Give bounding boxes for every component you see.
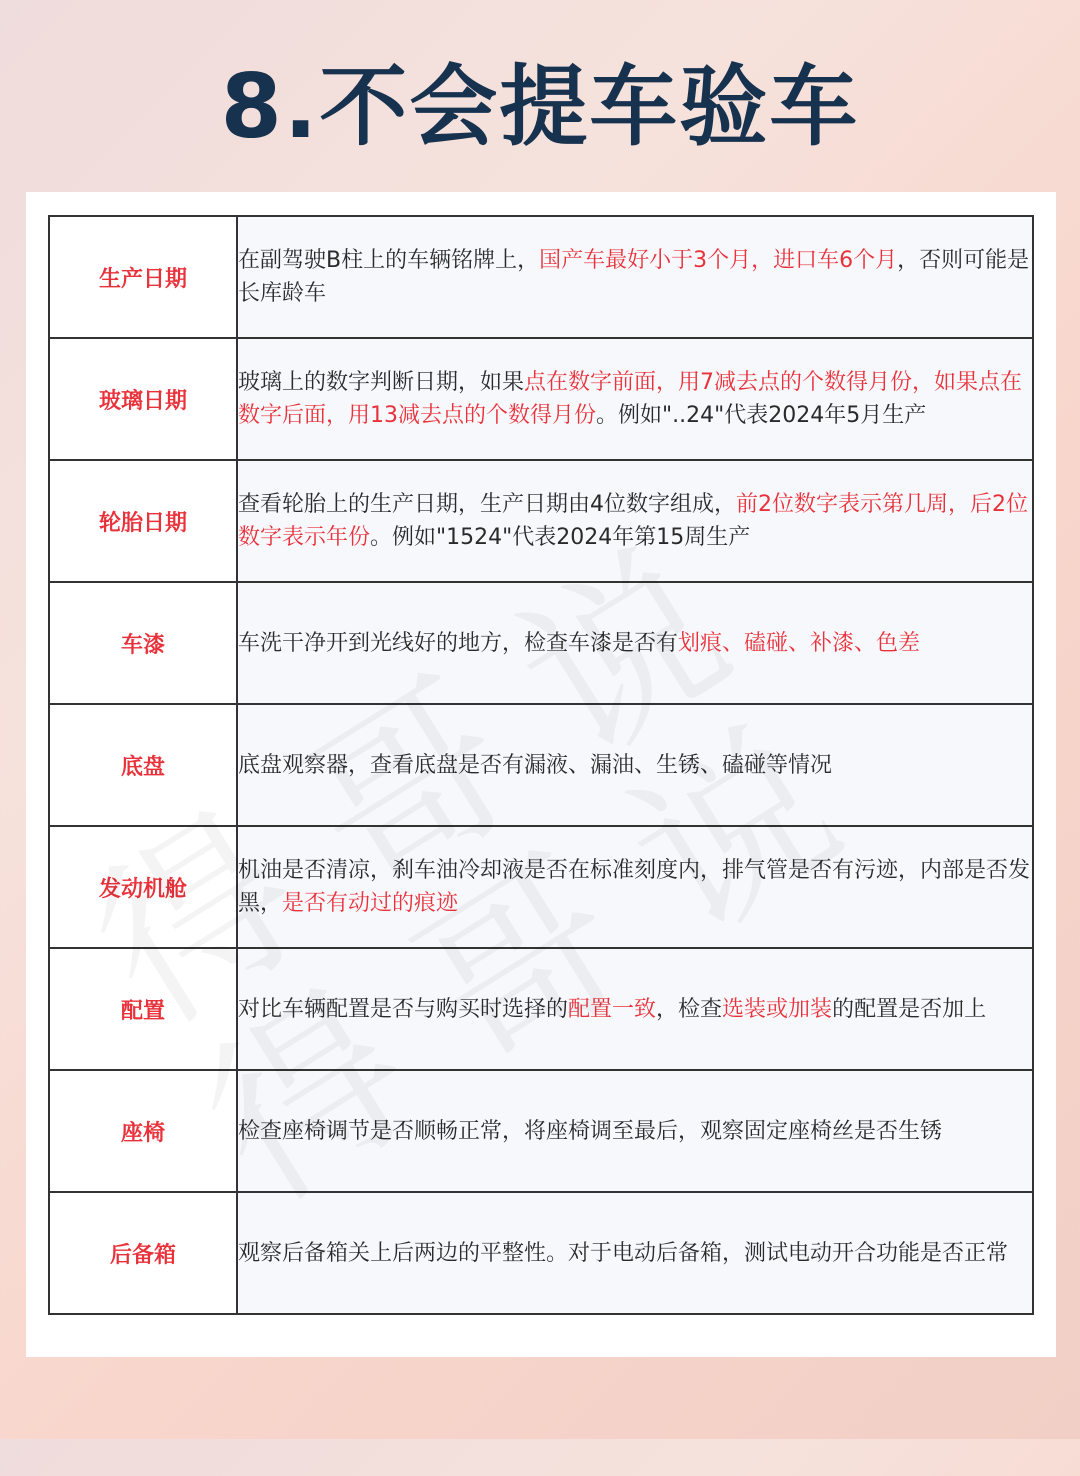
row-label: 玻璃日期 [49, 338, 237, 460]
description-text: 车洗干净开到光线好的地方，检查车漆是否有 [238, 630, 679, 656]
description-text: ，否则可能是长库龄车 [238, 248, 1030, 306]
table-row [49, 460, 1033, 582]
description-text: 。例如"..24"代表2024年5月生产 [596, 403, 927, 428]
row-description [237, 826, 1033, 948]
highlighted-text: 前2位数字表示第几周，后2位数字表示年份 [238, 492, 1028, 550]
table-row [49, 338, 1033, 460]
table-row [49, 1192, 1033, 1314]
row-label: 底盘 [49, 704, 237, 826]
table-row [49, 704, 1033, 826]
row-description [237, 216, 1033, 338]
description-text: 在副驾驶B柱上的车辆铭牌上， [238, 248, 540, 273]
highlighted-text: 点在数字前面，用7减去点的个数得月份，如果点在数字后面，用13减去点的个数得月份 [238, 370, 1023, 428]
table-row [49, 216, 1033, 338]
row-description [237, 582, 1033, 704]
row-label: 后备箱 [49, 1192, 237, 1314]
description-text: 观察后备箱关上后两边的平整性。对于电动后备箱，测试电动开合功能是否正常 [238, 1240, 1009, 1266]
description-text: ，检查 [656, 996, 723, 1022]
description-text: 的配置是否加上 [832, 996, 987, 1022]
description-text: 玻璃上的数字判断日期，如果 [238, 370, 525, 395]
row-label: 发动机舱 [49, 826, 237, 948]
description-text: 。例如"1524"代表2024年第15周生产 [370, 525, 751, 550]
highlighted-text: 划痕、磕碰、补漆、色差 [678, 630, 921, 656]
inspection-card [26, 192, 1056, 1357]
row-description [237, 704, 1033, 826]
row-description [237, 1070, 1033, 1192]
description-text: 查看轮胎上的生产日期，生产日期由4位数字组成， [238, 492, 736, 517]
row-description [237, 948, 1033, 1070]
description-text: 检查座椅调节是否顺畅正常，将座椅调至最后，观察固定座椅丝是否生锈 [238, 1118, 943, 1144]
description-text: 底盘观察器，查看底盘是否有漏液、漏油、生锈、磕碰等情况 [238, 752, 833, 778]
highlighted-text: 是否有动过的痕迹 [282, 891, 459, 916]
table-row [49, 826, 1033, 948]
page-title: 8.不会提车验车 [220, 55, 860, 158]
highlighted-text: 选装或加装 [722, 996, 833, 1022]
row-label: 轮胎日期 [49, 460, 237, 582]
table-row [49, 1070, 1033, 1192]
row-label: 生产日期 [49, 216, 237, 338]
row-description [237, 1192, 1033, 1314]
table-row [49, 948, 1033, 1070]
highlighted-text: 国产车最好小于3个月，进口车6个月 [539, 248, 898, 273]
description-text: 对比车辆配置是否与购买时选择的 [238, 996, 569, 1022]
row-description [237, 338, 1033, 460]
inspection-table [48, 215, 1034, 1315]
row-label: 配置 [49, 948, 237, 1070]
row-label: 座椅 [49, 1070, 237, 1192]
row-label: 车漆 [49, 582, 237, 704]
description-text: 机油是否清凉，刹车油冷却液是否在标准刻度内，排气管是否有污迹，内部是否发黑， [238, 858, 1031, 916]
table-row [49, 582, 1033, 704]
row-description [237, 460, 1033, 582]
highlighted-text: 配置一致 [568, 996, 657, 1022]
